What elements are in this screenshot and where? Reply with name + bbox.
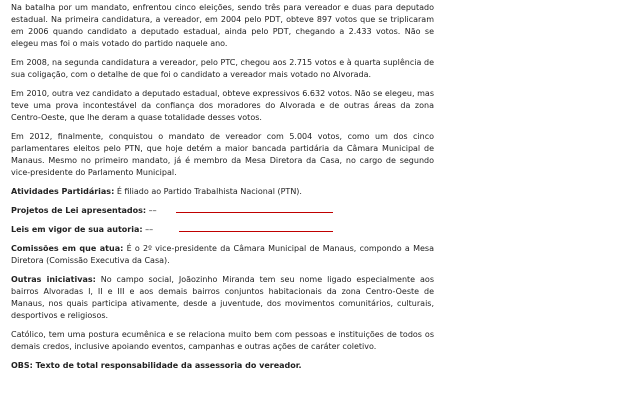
- paragraph-2008: Em 2008, na segunda candidatura a vereador, pelo PTC, chegou aos 2.715 votos e à quarta suplência de sua coligação, com o detalhe de que foi o candidato a vereador mais votado no Alvorada.: [11, 58, 434, 79]
- paragraph-2010: Em 2010, outra vez candidato a deputado estadual, obteve expressivos 6.632 votos. Não se elegeu, mas teve uma prova incontestável da confiança dos moradores do Alvorada e de outras áreas da zona Centro-Oeste, que lhe deram a quase totalidade desses votos.: [11, 89, 434, 122]
- projetos-red-rule: [176, 212, 333, 213]
- atividades-label: Atividades Partidárias:: [11, 187, 115, 196]
- leis-red-rule: [179, 231, 333, 232]
- outras-iniciativas: [11, 274, 434, 322]
- atividades-partidarias: [11, 186, 434, 198]
- outras-text: No campo social, Joãozinho Miranda tem seu nome ligado especialmente aos bairros Alvoradas I, II e III e aos demais bairros conjuntos habitacionais da zona Centro-Oeste de Manaus, nos quais participa ativamente, desde a juventude, dos movimentos comunitários, culturais, desportivos e religiosos.: [11, 275, 434, 320]
- comissoes: [11, 243, 434, 267]
- biography-document: [11, 2, 434, 379]
- leis-label: Leis em vigor de sua autoria:: [11, 225, 143, 234]
- paragraph-catolico: Católico, tem uma postura ecumênica e se relaciona muito bem com pessoas e instituições de todos os demais credos, inclusive apoiando eventos, campanhas e outras ações de caráter coletivo.: [11, 330, 434, 351]
- leis-em-vigor: [11, 224, 434, 236]
- paragraph-elections: Na batalha por um mandato, enfrentou cinco eleições, sendo três para vereador e duas para deputado estadual. Na primeira candidatura, a vereador, em 2004 pelo PDT, obteve 897 votos que se triplicaram em 2006 quando candidato a deputado estadual, ainda pelo PDT, chegando a 2.433 votos. Não se elegeu mas foi o mais votado do partido naquele ano.: [11, 3, 434, 48]
- paragraph-2012: Em 2012, finalmente, conquistou o mandato de vereador com 5.004 votos, como um dos cinco parlamentares eleitos pelo PTN, que hoje detém a maior bancada partidária da Câmara Municipal de Manaus. Mesmo no primeiro mandato, já é membro da Mesa Diretora da Casa, no cargo de segundo vice-presidente do Parlamento Municipal.: [11, 132, 434, 177]
- leis-text: ––: [142, 225, 154, 234]
- projetos-label: Projetos de Lei apresentados:: [11, 206, 147, 215]
- obs-note: OBS: Texto de total responsabilidade da assessoria do vereador.: [11, 361, 302, 370]
- atividades-text: É filiado ao Partido Trabalhista Nacional (PTN).: [114, 187, 302, 196]
- outras-label: Outras iniciativas:: [11, 275, 96, 284]
- projetos-text: ––: [146, 206, 157, 215]
- comissoes-label: Comissões em que atua:: [11, 244, 124, 253]
- comissoes-text: É o 2º vice-presidente da Câmara Municipal de Manaus, compondo a Mesa Diretora (Comissão Executiva da Casa).: [11, 244, 434, 265]
- projetos-de-lei: [11, 205, 434, 217]
